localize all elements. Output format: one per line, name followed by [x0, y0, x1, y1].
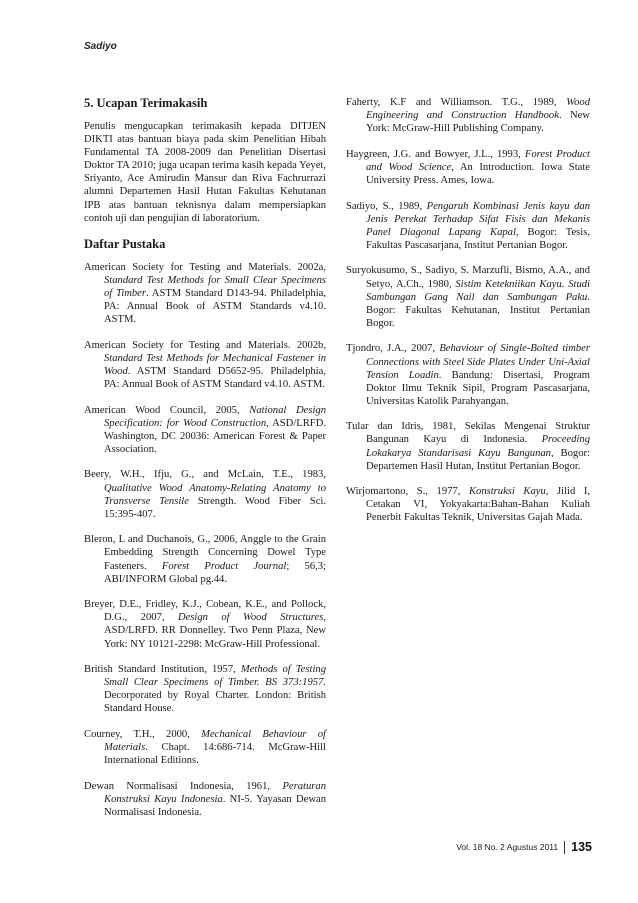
reference-title: Sistim Ketekniikan Kayu. Studi Sambungan Gang Nail dan Sambungan Paku [366, 278, 591, 303]
reference-entry [346, 342, 590, 407]
reference-text: Tjondro, J.A., 2007, [346, 343, 440, 355]
reference-text: . Bogor: Fakultas Kehutanan, Institut Pertanian Bogor. [366, 291, 590, 329]
reference-title: Mechanical Behaviour of Materials [104, 728, 326, 754]
reference-entry [346, 485, 590, 524]
right-column [346, 96, 590, 537]
reference-entry [84, 780, 326, 819]
reference-entry [84, 598, 326, 650]
reference-entry [346, 264, 590, 329]
left-column [84, 96, 326, 832]
reference-text: Faherty, K.F and Williamson. T.G., 1989, [346, 97, 567, 108]
reference-text: American Wood Council, 2005, [84, 404, 250, 416]
journal-issue: Vol. 18 No. 2 Agustus 2011 [456, 842, 559, 852]
acknowledgement-heading: 5. Ucapan Terimakasih [84, 96, 208, 110]
reference-text: , Bogor: Departemen Hasil Hutan, Institut Pertanian Bogor. [366, 447, 590, 472]
reference-text: American Society for Testing and Materials. 2002b, [84, 339, 326, 351]
reference-title: Pengaruh Kombinasi Jenis kayu dan Jenis Perekat Terhadap Sifat Fisis dan Mekanis Panel Diagonal Lapang Kapal [366, 200, 590, 238]
reference-text: . ASTM Standard D143-94. Philadelphia, PA: Annual Book of ASTM Standards v4.10. ASTM. [104, 287, 326, 326]
reference-entry [84, 261, 326, 326]
reference-text: Breyer, D.E., Fridley, K.J., Cobean, K.E., and Pollock, D.G., 2007, [84, 599, 326, 624]
reference-text: Bleron, L and Duchanois, G., 2006, Anggle to the Grain Embedding Strength Concerning Dowel Type Fasteners. [84, 534, 326, 572]
references-heading: Daftar Pustaka [84, 236, 166, 251]
reference-entry [346, 200, 590, 252]
reference-list-left [84, 261, 326, 819]
reference-text: Strength. Wood Fiber Sci. 15:395-407. [104, 495, 326, 520]
reference-title: Behaviour of Single-Bolted timber Connections with Steel Side Plates Under Uni-Axial Tension Loadin [366, 343, 591, 381]
reference-text: , Bogor: Tesis, Fakultas Pascasarjana, Institut Pertanian Bogor. [366, 226, 591, 251]
reference-entry [84, 728, 326, 767]
footer-divider [564, 841, 565, 854]
reference-title: Peraturan Konstruksi Kayu Indonesia [104, 780, 326, 805]
reference-text: . ASTM Standard D5652-95. Philadelphia, PA: Annual Book of ASTM Standard v4.10. ASTM. [104, 365, 326, 390]
reference-entry [84, 533, 326, 585]
reference-text: Courney, T.H., 2000, [84, 728, 202, 740]
acknowledgement-paragraph: Penulis mengucapkan terimakasih kepada DITJEN DIKTI atas bantuan biaya pada skim Penelitian Hibah Fundamental TA 2008-2009 dan Penelitian Disertasi Doktor TA 2010; juga ucapan terima kasih kepada Yeyet, Sriyanto, Ace Amirudin Mansur dan Riva Fachrurrazi alumni Departemen Hasil Hutan Fakultas Kehutanan IPB atas bantuan teknisnya dalam mempersiapkan contoh uji dan pengujian di laboratorium. [84, 121, 326, 224]
reference-text: Tular dan Idris, 1981, Sekilas Mengenai Struktur Bangunan Kayu di Indonesia. [346, 421, 590, 446]
reference-text: Haygreen, J.G. and Bowyer, J.L., 1993, [346, 148, 525, 160]
reference-title: Methods of Testing Small Clear Specimens of Timber. BS 373:1957. [104, 664, 326, 689]
reference-title: Forest Product Journal [161, 560, 287, 572]
reference-text: , Jilid I, Cetakan VI, Yokyakarta:Bahan-Bahan Kuliah Penerbit Fakultas Teknik, Universitas Gajah Mada. [366, 486, 590, 524]
reference-text: . NI-5. Yayasan Dewan Normalisasi Indonesia. [104, 793, 326, 818]
reference-title: Forest Product and Wood Science [366, 148, 590, 173]
running-header-author: Sadiyo [84, 41, 117, 52]
page-footer [456, 840, 592, 854]
reference-text: . Bandung: Disertasi, Program Doktor Ilmu Teknik Sipil, Program Pascasarjana, Universitas Katolik Parahyangan. [366, 369, 590, 407]
reference-title: Standard Test Methods for Mechanical Fastener in Wood [104, 352, 326, 377]
reference-text: Beery, W.H., Ifju, G., and McLain, T.E., 1983, [84, 469, 326, 481]
reference-text: Suryokusumo, S., Sadiyo, S. Marzufli, Bismo, A.A., and Setyo, A.Ch., 1980, [346, 265, 590, 290]
reference-title: Wood Engineering and Construction Handbook [366, 97, 590, 122]
reference-title: Proceeding Lokakarya Standarisasi Kayu Bangunan [366, 434, 590, 459]
reference-text: , An Introduction. Iowa State University Press. Ames, Iowa. [366, 161, 590, 186]
reference-entry [84, 468, 326, 520]
reference-entry [346, 96, 590, 135]
reference-title: Konstruksi Kayu [468, 486, 546, 498]
reference-list-right [346, 96, 590, 525]
reference-entry [346, 420, 590, 472]
reference-text: Decorporated by Royal Charter. London: British Standard House. [104, 690, 326, 715]
reference-text: Dewan Normalisasi Indonesia, 1961, [84, 780, 283, 792]
reference-text: Wirjomartono, S., 1977, [346, 486, 469, 498]
reference-text: British Standard Institution, 1957, [84, 664, 241, 676]
reference-title: Qualitative Wood Anatomy-Relating Anatomy to Transverse Tensile [104, 482, 326, 507]
reference-entry [84, 404, 326, 456]
reference-text: . New York: McGraw-Hill Publishing Company. [366, 110, 590, 135]
reference-text: ; 56,3; ABI/INFORM Global pg.44. [104, 560, 327, 585]
reference-entry [84, 663, 326, 715]
page-number: 135 [571, 840, 592, 854]
reference-title: National Design Specification: for Wood Construction [104, 404, 326, 429]
reference-entry [346, 148, 590, 187]
reference-text: Sadiyo, S., 1989, [346, 200, 427, 212]
reference-text: American Society for Testing and Materials. 2002a, [84, 261, 326, 273]
reference-text: , ASD/LRFD. RR Donnelley. Two Penn Plaza, New York: NY 10121-2298: McGraw-Hill Professional. [104, 612, 326, 650]
reference-title: Standard Test Methods for Small Clear Specimens of Timber [104, 274, 326, 299]
reference-title: Design of Wood Structures [177, 612, 324, 624]
reference-text: . Chapt. 14:686-714. McGraw-Hill International Editions. [104, 742, 326, 767]
reference-entry [84, 339, 326, 391]
reference-text: , ASD/LRFD. Washington, DC 20036: American Forest & Paper Association. [104, 417, 327, 455]
